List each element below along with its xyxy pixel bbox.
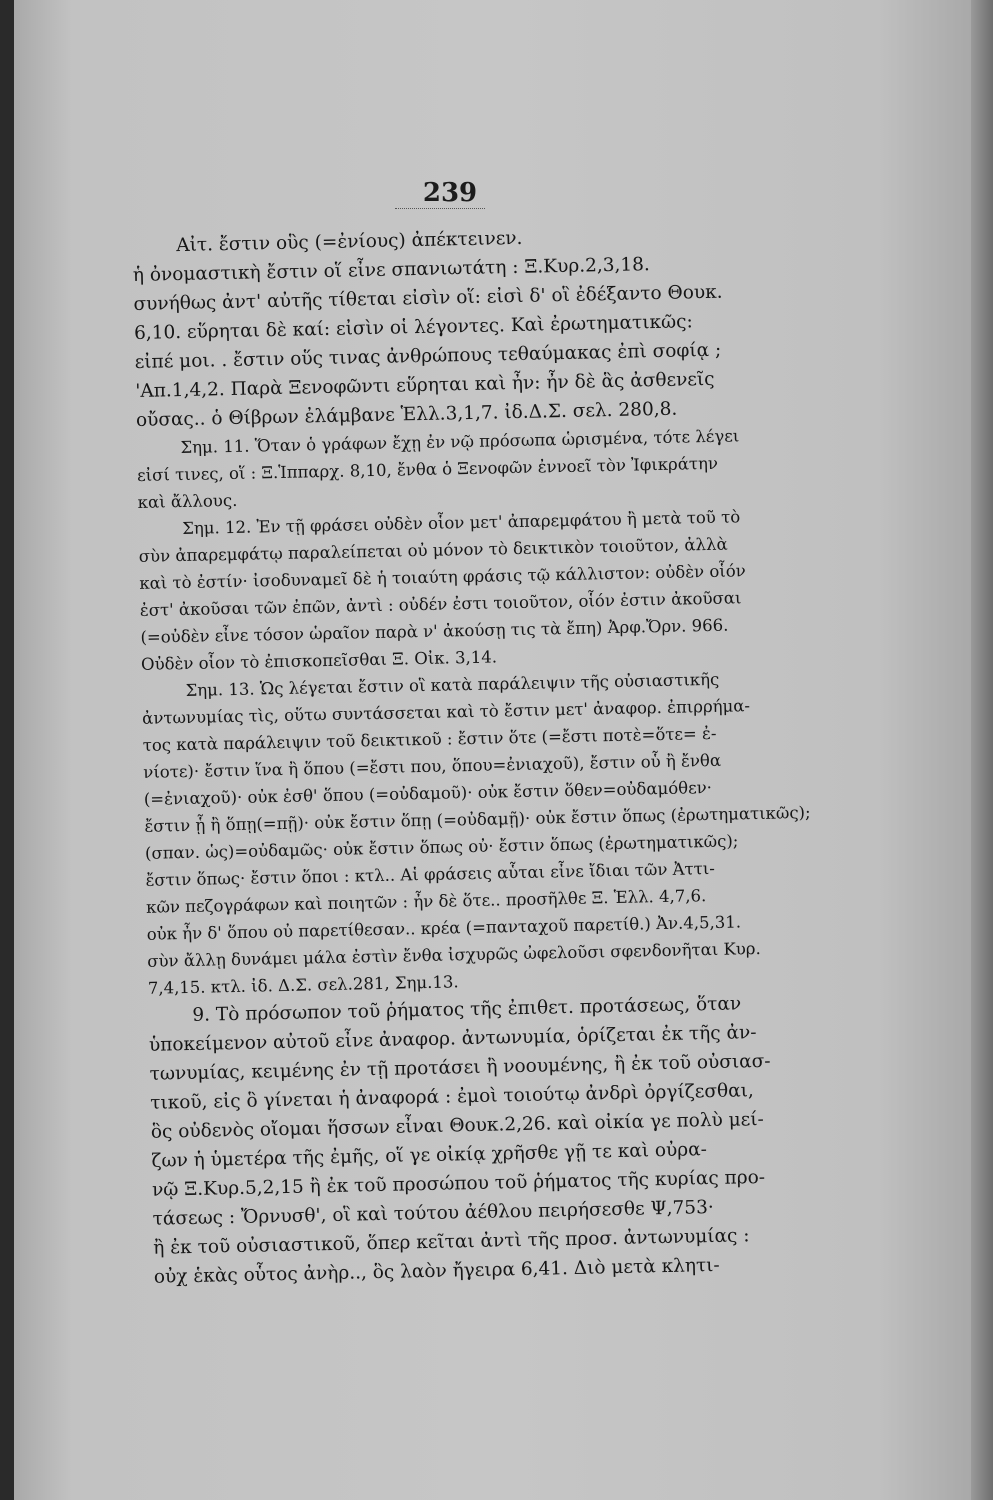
text-line: νῷ Ξ.Κυρ.5,2,15 ἢ ἐκ τοῦ προσώπου τοῦ ῥήματος τῆς κυρίας προ- xyxy=(151,1166,766,1201)
text-line: 'Απ.1,4,2. Παρὰ Ξενοφῶντι εὕρηται καὶ ἦν: ἦν δὲ ἃς ἀσθενεῖς xyxy=(135,368,715,402)
text-line: ἡ ὀνομαστικὴ ἔστιν οἵ εἶνε σπανιωτάτη : Ξ.Κυρ.2,3,18. xyxy=(132,254,651,286)
text-line: ὑποκείμενον αὐτοῦ εἶνε ἀναφορ. ἀντωνυμία, ὁρίζεται ἐκ τῆς ἀν- xyxy=(148,1022,757,1056)
text-line: τάσεως : Ὄρνυσθ', οἳ καὶ τούτου ἀέθλου πειρήσεσθε Ψ,753· xyxy=(152,1197,714,1230)
text-line: ἔστιν ᾗ ἢ ὅπῃ(=πῇ)· οὐκ ἔστιν ὅπῃ (=οὐδαμῇ)· οὐκ ἔστιν ὅπως (ἐρωτηματικῶς); xyxy=(144,802,811,836)
text-line: κῶν πεζογράφων καὶ ποιητῶν : ἦν δὲ ὅτε.. προσῆλθε Ξ. Ἑλλ. 4,7,6. xyxy=(145,886,707,917)
text-line: εἰσί τινες, οἵ : Ξ.Ἱππαρχ. 8,10, ἔνθα ὁ Ξενοφῶν ἐννοεῖ τὸν Ἰφικράτην xyxy=(136,453,719,485)
text-line: εἰπέ μοι. . ἔστιν οὕς τινας ἀνθρώπους τεθαύμακας ἐπὶ σοφίᾳ ; xyxy=(134,339,722,373)
scan-right-edge xyxy=(971,0,993,1500)
text-line: Οὐδὲν οἷον τὸ ἐπισκοπεῖσθαι Ξ. Οἰκ. 3,14. xyxy=(140,647,498,674)
text-line: τικοῦ, εἰς ὃ γίνεται ἡ ἀναφορά : ἐμοὶ τοιούτῳ ἀνδρὶ ὀργίζεσθαι, xyxy=(150,1080,754,1114)
text-line: συνήθως ἀντ' αὐτῆς τίθεται εἰσὶν οἵ: εἰσὶ δ' οἳ ἐδέξαντο Θουκ. xyxy=(133,281,723,315)
text-line: Αἰτ. ἔστιν οὓς (=ἐνίους) ἀπέκτεινεν. xyxy=(176,227,523,257)
text-line: ζων ἡ ὑμετέρα τῆς ἐμῆς, οἵ γε οἰκίᾳ χρῆσθε γῇ τε καὶ οὐρα- xyxy=(151,1139,708,1172)
page-number: 239 xyxy=(422,178,478,208)
text-line: ἀντωνυμίας τὶς, οὕτω συντάσσεται καὶ τὸ ἔστιν μετ' ἀναφορ. ἐπιρρήμα- xyxy=(141,696,751,728)
body-text xyxy=(132,218,811,1291)
text-line: οὐχ ἑκὰς οὗτος ἀνὴρ.., ὃς λαὸν ἤγειρα 6,41. Διὸ μετὰ κλητι- xyxy=(153,1254,720,1288)
text-line: καὶ ἄλλους. xyxy=(137,490,238,512)
text-line: Σημ. 11. Ὅταν ὁ γράφων ἔχῃ ἐν νῷ πρόσωπα ὡρισμένα, τότε λέγει xyxy=(180,426,740,458)
text-line: ἢ ἐκ τοῦ οὐσιαστικοῦ, ὅπερ κεῖται ἀντὶ τῆς προσ. ἀντωνυμίας : xyxy=(153,1225,750,1259)
text-line: ὃς οὐδενὸς οἴομαι ἥσσων εἶναι Θουκ.2,26. καὶ οἰκία γε πολὺ μεί- xyxy=(150,1108,765,1143)
text-line: σὺν ἄλλῃ δυνάμει μάλα ἐστὶν ἔνθα ἰσχυρῶς ὠφελοῦσι σφενδονῆται Κυρ. xyxy=(147,938,761,971)
text-line: οὔσας.. ὁ Θίβρων ἐλάμβανε Ἑλλ.3,1,7. ἰδ.Δ.Σ. σελ. 280,8. xyxy=(135,398,678,431)
text-line: ἔστιν ὅπως· ἔστιν ὅποι : κτλ.. Αἱ φράσεις αὗται εἶνε ἴδιαι τῶν Ἀττι- xyxy=(145,858,716,890)
text-line: σὺν ἀπαρεμφάτῳ παραλείπεται οὐ μόνον τὸ δεικτικὸν τοιοῦτον, ἀλλὰ xyxy=(138,534,728,566)
text-line: (σπαν. ὡς)=οὐδαμῶς· οὐκ ἔστιν ὅπως οὐ· ἔστιν ὅπως (ἐρωτηματικῶς); xyxy=(144,831,739,863)
text-line: καὶ τὸ ἐστίν· ἰσοδυναμεῖ δὲ ἡ τοιαύτη φράσις τῷ κάλλιστον: οὐδὲν οἷόν xyxy=(139,561,746,593)
text-line: τος κατὰ παράλειψιν τοῦ δεικτικοῦ : ἔστιν ὅτε (=ἔστι ποτὲ=ὅτε= ἐ- xyxy=(142,723,717,755)
text-line: νίοτε)· ἔστιν ἵνα ἢ ὅπου (=ἔστι που, ὅπου=ἐνιαχοῦ), ἔστιν οὗ ἢ ἔνθα xyxy=(143,750,722,782)
text-line: τωνυμίας, κειμένης ἐν τῇ προτάσει ἢ νοουμένης, ἢ ἐκ τοῦ οὐσιασ- xyxy=(149,1050,771,1085)
text-line: Σημ. 12. Ἐν τῇ φράσει οὐδὲν οἷον μετ' ἀπαρεμφάτου ἢ μετὰ τοῦ τὸ xyxy=(182,507,741,539)
text-line: 7,4,15. κτλ. ἰδ. Δ.Σ. σελ.281, Σημ.13. xyxy=(147,972,459,998)
text-line: (=οὐδὲν εἶνε τόσον ὡραῖον παρὰ ν' ἀκούσῃ τις τὰ ἔπη) Ἀρφ.Ὄρν. 966. xyxy=(140,615,729,647)
text-line: 9. Τὸ πρόσωπον τοῦ ῥήματος τῆς ἐπιθετ. προτάσεως, ὅταν xyxy=(192,993,742,1026)
header-rule xyxy=(395,208,485,209)
text-line: Σημ. 13. Ὡς λέγεται ἔστιν οἳ κατὰ παράλειψιν τῆς οὐσιαστικῆς xyxy=(185,669,720,700)
text-line: ἐστ' ἀκοῦσαι τῶν ἐπῶν, ἀντὶ : οὐδέν ἐστι τοιοῦτον, οἷόν ἐστιν ἀκοῦσαι xyxy=(139,588,742,620)
text-line: (=ἐνιαχοῦ)· οὐκ ἐσθ' ὅπου (=οὐδαμοῦ)· οὐκ ἔστιν ὅθεν=οὐδαμόθεν· xyxy=(143,777,713,809)
text-line: 6,10. εὕρηται δὲ καί: εἰσὶν οἱ λέγοντες. Καὶ ἐρωτηματικῶς: xyxy=(133,311,693,344)
text-line: οὐκ ἦν δ' ὅπου οὐ παρετίθεσαν.. κρέα (=πανταχοῦ παρετίθ.) Ἀν.4,5,31. xyxy=(146,912,742,944)
